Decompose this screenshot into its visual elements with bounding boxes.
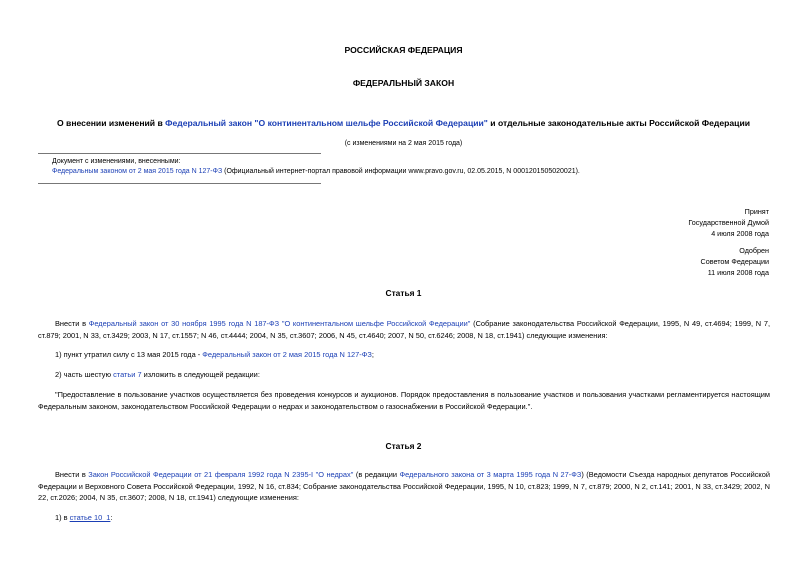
title-law-link[interactable]: Федеральный закон "О континентальном шельфе Российской Федерации": [165, 118, 488, 128]
changes-line: [52, 168, 580, 175]
changes-top-rule: [38, 153, 321, 154]
article-1-item-2: [38, 369, 770, 381]
article-2-intro-mid: (в редакции: [353, 470, 400, 479]
adoption-duma-line: Принят: [744, 207, 769, 216]
item-2-article-link[interactable]: статьи 7: [113, 370, 142, 379]
article-1-intro-suffix: (Собрание законодательства Российской Федерации, 1995, N 49, ст.4694; 1999, N 7, ст.879; 2001, N 33, ст.3429; 2003, N 17, ст.1557; N 46, ст.4444; 2004, N 35, ст.3607; 2006, N 45, ст.4640; 2007, N 50, ст.6246; 2008, N 18, ст.1941) следующие изменения:: [38, 319, 771, 340]
article-2-item-1-suffix: :: [110, 513, 113, 522]
article-2-item-1-link[interactable]: статье 10_1: [69, 513, 111, 522]
article-2-law-link[interactable]: Закон Российской Федерации от 21 февраля 1992 года N 2395-I "О недрах": [88, 470, 354, 479]
item-1-suffix: ;: [371, 350, 374, 359]
adoption-council-line: Одобрен: [739, 246, 769, 255]
changes-bottom-rule: [38, 183, 321, 184]
item-2-prefix: 2) часть шестую: [55, 370, 114, 379]
adoption-duma-line: Государственной Думой: [688, 218, 769, 227]
title-suffix: и отдельные законодательные акты Российской Федерации: [487, 118, 751, 128]
article-2-amend-link[interactable]: Федерального закона от 3 марта 1995 года N 27-ФЗ: [399, 470, 582, 479]
item-2-suffix: изложить в следующей редакции:: [141, 370, 260, 379]
doc-type-heading: ФЕДЕРАЛЬНЫЙ ЗАКОН: [352, 78, 455, 88]
item-1-prefix: 1) пункт утратил силу с 13 мая 2015 года -: [55, 350, 203, 359]
article-2-heading: Статья 2: [385, 441, 422, 451]
article-2-item-1-prefix: 1) в: [55, 513, 70, 522]
article-1-quote: "Предоставление в пользование участков осуществляется без проведения конкурсов и аукционов. Порядок предоставления в пользование участков и пользования участками регламентируется настоящим Федеральным законом, законодательством Российской Федерации о недрах и законодательством о газоснабжении в Российской Федерации.".: [38, 390, 770, 411]
edition-note: (с изменениями на 2 мая 2015 года): [344, 140, 463, 147]
changes-law-link[interactable]: Федеральным законом от 2 мая 2015 года N 127-ФЗ: [52, 168, 223, 175]
changes-source: (Официальный интернет-портал правовой информации www.pravo.gov.ru, 02.05.2015, N 0001201505020021).: [222, 168, 580, 175]
article-1-heading: Статья 1: [385, 288, 422, 298]
article-2-intro: [38, 469, 770, 504]
item-1-law-link[interactable]: Федеральный закон от 2 мая 2015 года N 127-ФЗ: [202, 350, 372, 359]
adoption-duma: [688, 206, 769, 239]
article-2-item-1: [38, 512, 770, 524]
document-title: [0, 118, 807, 128]
title-prefix: О внесении изменений в: [56, 118, 166, 128]
adoption-council-line: Советом Федерации: [700, 257, 769, 266]
adoption-council: [701, 245, 769, 278]
article-1-item-1: [38, 349, 770, 361]
article-2-intro-prefix: Внести в: [55, 470, 89, 479]
changes-label: Документ с изменениями, внесенными:: [52, 158, 181, 165]
adoption-council-line: 11 июля 2008 года: [707, 268, 769, 277]
article-2-intro-suffix: ) (Ведомости Съезда народных депутатов Российской Федерации и Верховного Совета Российской Федерации, 1992, N 16, ст.834; Собрание законодательства Российской Федерации, 1995, N 10, ст.823; 1999, N 7, ст.879; 2000, N 2, ст.141; 2001, N 33, ст.3429; 2002, N 22, ст.2026; 2004, N 35, ст.3607; 2008, N 18, ст.1941) следующие изменения:: [38, 470, 770, 503]
article-1-law-link[interactable]: Федеральный закон от 30 ноября 1995 года N 187-ФЗ "О континентальном шельфе Российской Федерации": [88, 319, 471, 328]
article-1-intro-prefix: Внести в: [55, 319, 89, 328]
adoption-duma-line: 4 июля 2008 года: [711, 229, 769, 238]
article-1-intro: [38, 318, 770, 341]
country-heading: РОССИЙСКАЯ ФЕДЕРАЦИЯ: [344, 45, 463, 55]
